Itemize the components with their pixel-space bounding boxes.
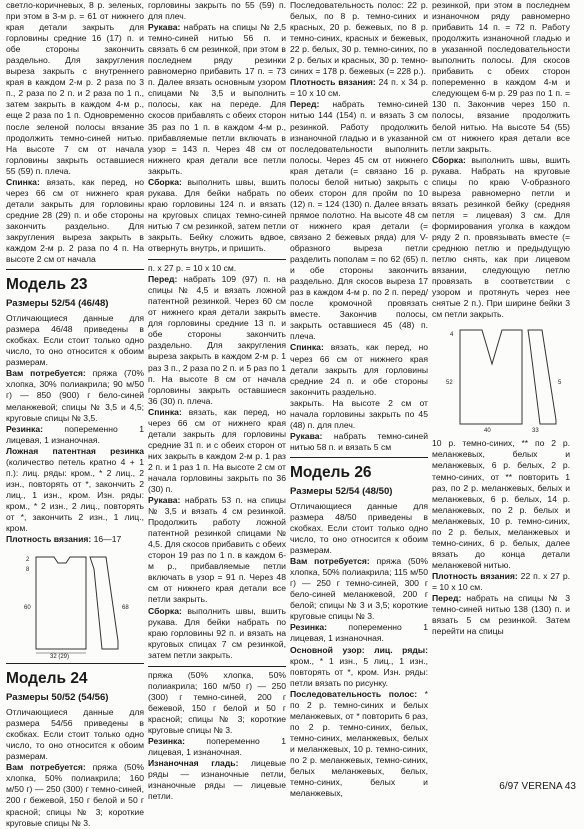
paragraph: Сборка: выполнить швы, вшить рукава. Для бейки набрать по краю горловины 92 п. и вязать на круговых спицах 7 см резинкой, затем петли закрыть. xyxy=(148,605,286,660)
paragraph: закрыть. На высоте 2 см от начала горловины закрыть по 45 (48) п. для плеч. xyxy=(290,397,428,430)
paragraph: Спинка: вязать, как перед, но через 66 см от нижнего края детали закрыть для горловины средние 31 п. и с обеих сторон от них закрыть в каждом 2-м р. 1 раз 2 п. и 1 раз 1 п. На высоте 2 см от начала горловины закрыть по 36 (30) п. xyxy=(148,406,286,495)
column-2 xyxy=(148,0,286,802)
model-26-title: Модель 26 xyxy=(290,457,428,482)
divider xyxy=(148,666,286,667)
model-25-pattern-diagram xyxy=(432,324,570,434)
pattern-label: 8 xyxy=(26,567,30,574)
paragraph: Перед: набрать на спицы № 3 темно-синей нитью 138 (130) п. и вязать 5 см резинкой. Затем перейти на спицы xyxy=(432,593,570,637)
paragraph: Спинка: вязать, как перед, но через 66 см от нижнего края детали закрыть для горловины средние 28 (29) п. и обе стороны закончить раздельно. Для закругления выреза закрыть в каждом 2-м р. 2 раза по 4 п. На высоте 2 см от начала xyxy=(6,176,144,265)
paragraph: п. х 27 р. = 10 х 10 см. xyxy=(148,263,237,274)
pattern-label: 52 xyxy=(446,380,453,387)
paragraph: Плотность вязания: 22 п. х 27 р. = 10 х 10 см. xyxy=(432,570,570,592)
paragraph: Плотность вязания: 16—17 xyxy=(6,534,122,545)
issue-label: 6/97 VERENA xyxy=(499,781,563,792)
paragraph: пряжа (50% хлопка, 50% полиакрила; 160 м/50 г) — 250 (300) г темно-синей, 200 г бежевой, 150 г белой и 50 г красной; спицы № 3; короткие круговые спицы № 3. xyxy=(148,669,286,735)
paragraph: Резинка: попеременно 1 лицевая, 1 изнаночная. xyxy=(6,423,144,445)
column-1 xyxy=(6,0,144,829)
column-3 xyxy=(290,0,428,799)
paragraph: горловины закрыть по 55 (59) п. для плеч. xyxy=(148,0,286,22)
pattern-label: 68 xyxy=(122,605,129,612)
column-4 xyxy=(432,0,570,637)
pattern-label: 60 xyxy=(24,605,31,612)
page-footer xyxy=(499,781,576,792)
divider xyxy=(148,259,286,260)
paragraph: Резинка: попеременно 1 лицевая, 1 изнаночная. xyxy=(148,736,286,758)
page-number: 43 xyxy=(564,781,576,792)
paragraph: Перед: набрать 109 (97) п. на спицы № 4,5 и вязать ложной патентной резинкой. Через 60 см от нижнего края детали закрыть для горловины средние 13 п. и обе стороны закончить раздельно. Для закругления выреза закрыть в каждом 2-м р. 1 раз 3 п., 2 раза по 2 п. и 5 раз по 1 п. На высоте 8 см от начала горловины закрыть оставшиеся 36 (30) п. плеча. xyxy=(148,274,286,406)
paragraph: Последовательность полос: 22 р. белых, по 8 р. темно-синих и красных, 20 р. бежевых, по 8 р. темно-синих, красных и бежевых, 22 р. белых, 30 р. темно-синих, по 2 р. белых и красных, 30 р. темно-синих = 178 р. бежевых (= 228 р.). xyxy=(290,0,428,77)
paragraph: Ложная патентная резинка (количество петель кратно 4 + 1 п.): лиц. ряды: кром., * 2 лиц., 2 изн., повторять от *, закончить 2 лиц., 1 изн., кром. Изн. ряды: кром., * 2 изн., 2 лиц., повторять от *, закончить 2 изн., 1 лиц., кром. xyxy=(6,445,144,534)
paragraph: 10 р. темно-синих, ** по 2 р. меланжевых, белых и меланжевых, 6 р. белых, 2 р. темно-синих, от ** повторить 1 раз, по 2 р. меланжевых, белых и меланжевых, 6 р. белых, 14 р. меланжевых, по 2 р. белых и меланжевых, 10 р. темно-синих, по 2 р. белых, меланжевых и темно-синих, 6 р. белых, далее вязать до конца детали меланжевой нитью. xyxy=(432,438,570,570)
paragraph: Сборка: выполнить швы, вшить рукава. Для бейки набрать по краю горловины 124 п. и вязать на круговых спицах темно-синей нитью 7 см резинкой, затем петли закрыть. Бейку сложить вдвое, отвернуть внутрь, и пришить. xyxy=(148,176,286,254)
pattern-label: 5 xyxy=(558,380,562,387)
paragraph: Рукава: набрать на спицы № 2,5 темно-синей нитью 56 п. и связать 6 см резинкой, при этом в последнем ряду резинки равномерно прибавить 17 п. = 73 п. Далее вязать основным узором спицами № 3,5 и выполнить полосы, как на переде. Для скосов прибавлять с обеих сторон 35 раз по 1 п. в каждом 4-м р., прибавляемые петли включать в узор = 143 п. Через 48 см от нижнего края детали все петли закрыть. xyxy=(148,22,286,176)
model-23-pattern-diagram xyxy=(6,549,144,659)
paragraph: Спинка: вязать, как перед, но через 66 см от нижнего края детали закрыть для горловины средние 24 п. и обе стороны закончить раздельно. xyxy=(290,342,428,397)
paragraph: Вам потребуется: пряжа (50% хлопка, 50% полиакрила; 160 м/50 г) — 250 (300) г темно-синей, 200 г бежевой, 150 г белой и 50 г красной; спицы № 3; короткие круговые спицы № 3. xyxy=(6,762,145,828)
paragraph: Рукава: набрать темно-синей нитью 58 п. и вязать 5 см xyxy=(290,430,428,452)
model-23-sizes: Размеры 52/54 (46/48) xyxy=(6,298,109,310)
pattern-label: 32 (29) xyxy=(50,654,70,661)
paragraph: Плотность вязания: 24 п. х 34 р. = 10 х 10 см. xyxy=(290,77,428,99)
paragraph: Отличающиеся данные для размера 54/56 приведены в скобках. Если стоит только одно число, то оно относится к обоим размерам. xyxy=(6,707,144,762)
paragraph: Резинка: попеременно 1 лицевая, 1 изнаночная. xyxy=(290,622,428,644)
model-26-sizes: Размеры 52/54 (48/50) xyxy=(290,485,393,497)
paragraph: Вам потребуется: пряжа (70% хлопка, 30% полиакрила; 90 м/50 г) — 850 (900) г бело-синей меланжевой; спицы № 3,5 и 4,5; круговые спицы № 3,5. xyxy=(6,368,145,423)
paragraph: Отличающиеся данные для размера 46/48 приведены в скобках. Если стоит только одно число, то оно относится к обоим размерам. xyxy=(6,313,144,368)
paragraph: Изнаночная гладь: лицевые ряды — изнаночные петли, изнаночные ряды — лицевые петли. xyxy=(148,758,286,802)
paragraph: Сборка: выполнить швы, вшить рукава. Набрать на круговые спицы по краю V-образного выреза равномерно петли и вязать резинкой бейку (средняя петля = лицевая) 3 см. Для формирования уголка в каждом ряду 2 п. провязывать вместе (= среднюю петлю и предыдущую петлю снять, как при лицевом вязании, следующую петлю провязать в соответствии с узором и протянуть через нее снятые 2 п.). При ширине бейки 3 см петли закрыть. xyxy=(432,154,570,320)
pattern-label: 4 xyxy=(450,332,454,339)
model-24-sizes: Размеры 50/52 (54/56) xyxy=(6,692,109,704)
paragraph: Рукава: набрать 53 п. на спицы № 3,5 и вязать 4 см резинкой. Продолжить работу ложной патентной резинкой спицами № 4,5. Для скосов прибавить с обеих сторон 19 раз по 1 п. в каждом 6-м р., прибавляемые петли включать в узор = 91 п. Через 48 см от нижнего края детали все петли закрыть. xyxy=(148,495,286,605)
model-24-title: Модель 24 xyxy=(6,663,144,688)
paragraph: Вам потребуется: пряжа (50% хлопка, 50% полиакрила; 115 м/50 г) — 250 г темно-синей, 300 г бело-синей меланжевой, 200 г белой; спицы № 3 и 3,5; короткие круговые спицы № 3. xyxy=(290,556,429,622)
paragraph: Отличающиеся данные для размера 48/50 приведены в скобках. Если стоит только одно число, то оно относится к обоим размерам. xyxy=(290,500,428,556)
paragraph: светло-коричневых, 8 р. зеленых, при этом в 3-м р. = 61 от нижнего края детали закрыть для горловины средние 16 (17) п. и обе стороны закончить раздельно. Для закругления выреза закрыть с внутреннего края в каждом 2-м р. 2 раза по 3 п., 2 раза по 2 п. и 2 раза по 1 п., затем закрыть в каждом 4-м р., еще 2 раза по 1 п. Одновременно после зеленой полосы вязание продолжить темно-синей нитью. На высоте 7 см от начала горловины закрыть оставшиеся 55 (59) п. плеча. xyxy=(6,0,144,176)
paragraph: Основной узор: лиц. ряды: кром., * 1 изн., 5 лиц., 1 изн., повторять от *, кром. Изн. ряды: петли вязать по рисунку. xyxy=(290,644,428,688)
pattern-label: 33 xyxy=(532,428,539,435)
paragraph: Перед: набрать темно-синей нитью 144 (154) п. и вязать 3 см резинкой. Работу продолжить изнаночной гладью и в указанной последовательности выполнить полосы. Через 45 см от нижнего края детали (= связано 16 р. полосы белой нитью) закрыть с обеих сторон для пройм по 10 (12) п. = 124 (130) п. Далее вязать прямое полотно. На высоте 48 см от нижнего края детали (= связано 2 бежевых ряда) для V-образного выреза петли разделить пополам = по 62 (65) п. и обе стороны закончить раздельно. Для скосов выреза 17 раз в каждом 4-м р. по 2 п. перед/после кромочной провязать вместе. Закончив полосы, закрыть оставшиеся 45 (48) п. плеча. xyxy=(290,99,428,342)
paragraph: Последовательность полос: * по 2 р. темно-синих и белых меланжевых, от * повторить 6 раз, по 2 р. темно-синих, белых, темно-синих, меланжевых, белых и меланжевых, 10 р. темно-синих, по 2 р. меланжевых, темно-синих, белых меланжевых, белых, темно-синих, белых и меланжевых, xyxy=(290,688,429,799)
paragraph: резинкой, при этом в последнем изнаночном ряду равномерно прибавить 14 п. = 72 п. Работу продолжить изнаночной гладью и в указанной последовательности выполнить полосы. Для скосов прибавить с обеих сторон попеременно в каждом 4-м и следующем 6-м р. 29 раз по 1 п. = 130 п. Закончив через 150 п. полосы, вязание продолжить белой нитью. На высоте 54 (55) см от нижнего края детали все петли закрыть. xyxy=(432,0,570,154)
pattern-label: 40 xyxy=(484,428,491,435)
model-23-title: Модель 23 xyxy=(6,269,144,294)
pattern-label: 2 xyxy=(26,557,30,564)
